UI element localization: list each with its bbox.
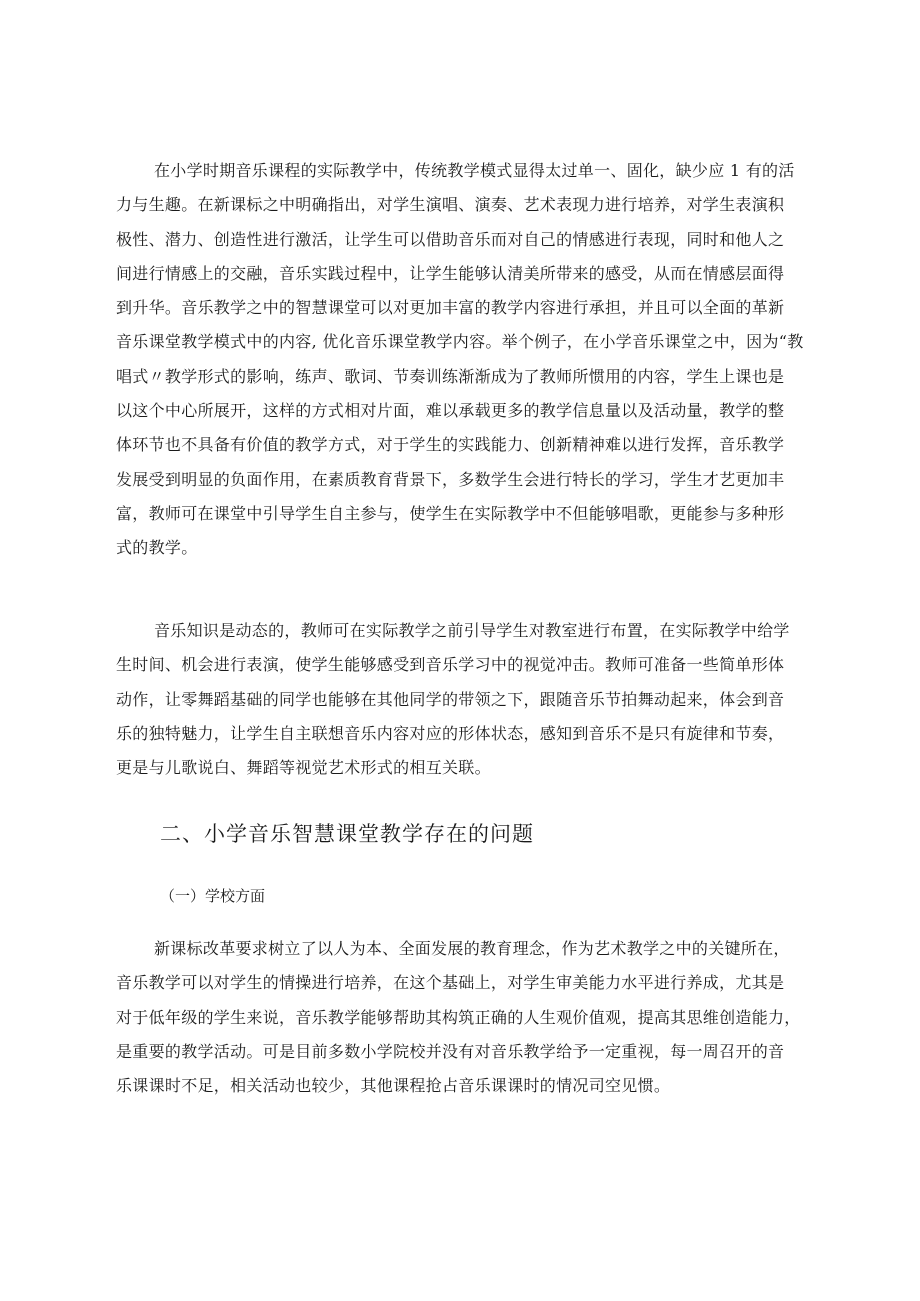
text-line: 动作，让零舞蹈基础的同学也能够在其他同学的带领之下，跟随音乐节拍舞动起来，体会到音 — [116, 689, 785, 709]
text-line: 音乐知识是动态的，教师可在实际教学之前引导学生对教室进行布置，在实际教学中给学 — [154, 621, 790, 640]
text-line: 富，教师可在课堂中引导学生自主参与，使学生在实际教学中不但能够唱歌，更能参与多种形 — [116, 503, 785, 523]
text-line: 在小学时期音乐课程的实际教学中，传统教学模式显得太过单一、固化，缺少应 1 有的活 — [154, 161, 795, 180]
paragraph-1 — [116, 154, 812, 566]
text-line: 音乐课堂教学模式中的内容, 优化音乐课堂教学内容。举个例子，在小学音乐课堂之中，因为“教 — [116, 332, 804, 352]
text-line: 乐的独特魅力，让学生自主联想音乐内容对应的形体状态，感知到音乐不是只有旋律和节奏， — [116, 723, 785, 743]
subsection-heading: （一）学校方面 — [160, 887, 266, 905]
text-line: 新课标改革要求树立了以人为本、全面发展的教育理念，作为艺术教学之中的关键所在， — [154, 939, 790, 958]
text-line: 音乐教学可以对学生的情操进行培养，在这个基础上，对学生审美能力水平进行养成，尤其是 — [116, 973, 785, 993]
text-line: 极性、潜力、创造性进行激活，让学生可以借助音乐而对自己的情感进行表现，同时和他人之 — [116, 229, 785, 249]
text-line: 间进行情感上的交融，音乐实践过程中，让学生能够认清美所带来的感受，从而在情感层面得 — [116, 263, 785, 283]
text-line: 发展受到明显的负面作用，在素质教育背景下，多数学生会进行特长的学习，学生才艺更加丰 — [116, 469, 785, 489]
text-line: 更是与儿歌说白、舞蹈等视觉艺术形式的相互关联。 — [116, 758, 491, 778]
text-line: 唱式〃教学形式的影响，练声、歌词、节奏训练渐渐成为了教师所惯用的内容，学生上课也是 — [116, 366, 785, 386]
text-line: 式的教学。 — [116, 538, 198, 558]
text-line: 生时间、机会进行表演，使学生能够感受到音乐学习中的视觉冲击。教师可准备一些简单形体 — [116, 655, 785, 675]
text-line: 以这个中心所展开，这样的方式相对片面，难以承载更多的教学信息量以及活动量，教学的整 — [116, 401, 785, 421]
section-heading: 二、小学音乐智慧课堂教学存在的问题 — [160, 822, 534, 846]
text-line: 是重要的教学活动。可是目前多数小学院校并没有对音乐教学给予一定重视，每一周召开的音 — [116, 1041, 785, 1061]
text-line: 对于低年级的学生来说，音乐教学能够帮助其构筑正确的人生观价值观，提高其思维创造能力， — [116, 1007, 801, 1027]
text-line: 力与生趣。在新课标之中明确指出，对学生演唱、演奏、艺术表现力进行培养，对学生表演积 — [116, 195, 785, 215]
text-line: 乐课课时不足，相关活动也较少，其他课程抢占音乐课课时的情况司空见惯。 — [116, 1076, 671, 1096]
text-line: 到升华。音乐教学之中的智慧课堂可以对更加丰富的教学内容进行承担，并且可以全面的革新 — [116, 298, 785, 318]
paragraph-2 — [116, 614, 812, 785]
paragraph-3 — [116, 932, 812, 1103]
text-line: 体环节也不具备有价值的教学方式，对于学生的实践能力、创新精神难以进行发挥，音乐教学 — [116, 435, 785, 455]
